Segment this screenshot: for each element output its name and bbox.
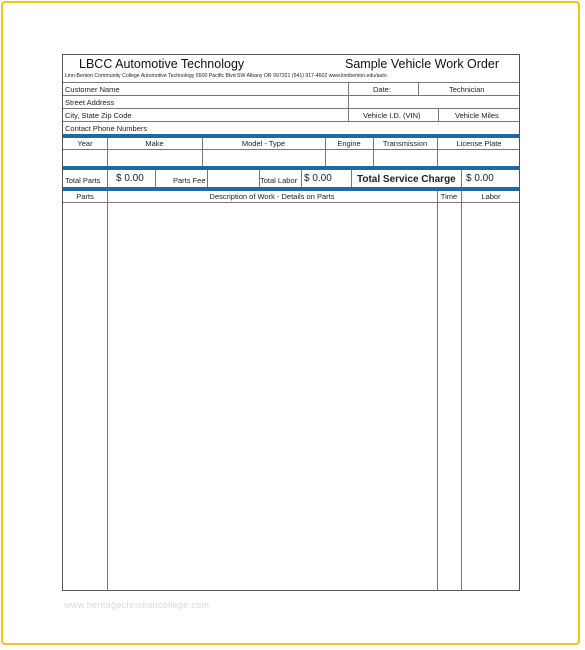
divider	[437, 191, 438, 591]
section-band	[63, 187, 519, 191]
divider	[351, 170, 352, 187]
contact-phone-field[interactable]: Contact Phone Numbers	[65, 124, 148, 133]
divider	[301, 170, 302, 187]
work-description-area[interactable]	[108, 203, 436, 590]
col-model-type: Model - Type	[241, 139, 286, 148]
address-line: Linn-Benton Community College Automotive Technology 6500 Pacific Blvd SW Albany OR 997321 (541) 917-4602 www.linnbenton.edu/auto	[65, 73, 387, 79]
technician-field[interactable]: Technician	[449, 85, 485, 94]
rule	[63, 82, 519, 83]
divider	[207, 170, 208, 187]
total-service-charge-value[interactable]: $ 0.00	[466, 173, 494, 184]
rule	[63, 108, 519, 109]
total-parts-label: Total Parts	[65, 176, 101, 185]
vehicle-miles-field[interactable]: Vehicle Miles	[455, 111, 499, 120]
col-parts: Parts	[76, 192, 94, 201]
section-band	[63, 166, 519, 170]
org-title: LBCC Automotive Technology	[79, 57, 245, 71]
col-engine: Engine	[337, 139, 361, 148]
vin-field[interactable]: Vehicle I.D. (VIN)	[363, 111, 421, 120]
rule	[63, 95, 519, 96]
divider	[155, 170, 156, 187]
work-order-form	[62, 54, 520, 591]
total-labor-label: Total Labor	[260, 176, 298, 185]
city-state-zip-field[interactable]: City, State Zip Code	[65, 111, 132, 120]
section-band	[63, 134, 519, 138]
col-license-plate: License Plate	[456, 139, 502, 148]
divider	[418, 82, 419, 95]
col-transmission: Transmission	[382, 139, 428, 148]
col-make: Make	[145, 139, 164, 148]
divider	[259, 170, 260, 187]
street-address-field[interactable]: Street Address	[65, 98, 115, 107]
total-labor-value[interactable]: $ 0.00	[304, 173, 332, 184]
col-time: Time	[440, 192, 458, 201]
col-description: Description of Work - Details on Parts	[209, 192, 335, 201]
total-parts-value[interactable]: $ 0.00	[116, 173, 144, 184]
doc-title: Sample Vehicle Work Order	[345, 57, 499, 71]
vehicle-entry-row[interactable]	[63, 150, 519, 166]
customer-name-field[interactable]: Customer Name	[65, 85, 120, 94]
divider	[348, 82, 349, 121]
divider	[461, 191, 462, 591]
divider	[461, 170, 462, 187]
divider	[107, 170, 108, 187]
total-service-charge-label: Total Service Charge	[357, 174, 456, 185]
rule	[63, 121, 519, 122]
col-year: Year	[77, 139, 93, 148]
parts-fee-label: Parts Fee	[173, 176, 206, 185]
divider	[438, 108, 439, 121]
watermark: www.heritagechristiancollege.com	[64, 600, 210, 610]
date-field[interactable]: Date:	[373, 85, 391, 94]
col-labor: Labor	[481, 192, 501, 201]
